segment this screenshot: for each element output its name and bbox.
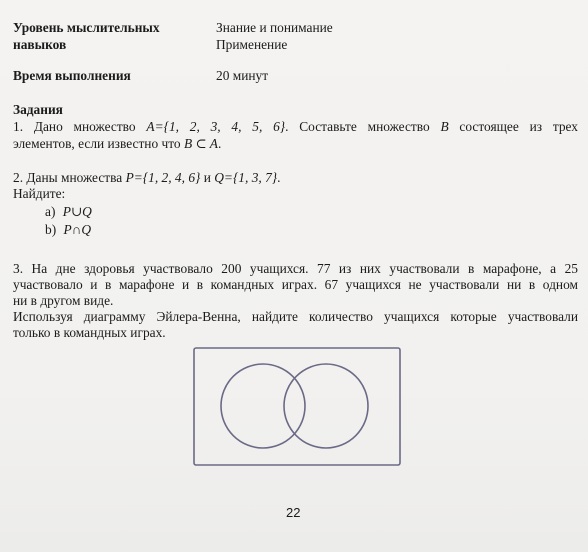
time-label: Время выполнения — [13, 68, 131, 83]
task2-line1 — [13, 170, 281, 186]
set-a: A={1, 2, 3, 4, 5, 6} — [146, 119, 286, 134]
task1-suffix: состоящее из трех — [448, 119, 579, 134]
union-expression: P∪Q — [62, 204, 92, 219]
item-b-label: b) — [45, 222, 57, 237]
task3-line3: ни в другом виде. — [13, 293, 114, 308]
task2-prefix: 2. Даны множества — [13, 170, 126, 185]
intersection-expression: P∩Q — [63, 222, 92, 237]
right-set-circle — [284, 364, 368, 448]
venn-diagram — [193, 347, 401, 467]
task1-middle: . Составьте множество — [285, 119, 441, 134]
page-number: 22 — [286, 505, 301, 520]
task3-line2: участвовало и в марафоне и в командных играх. 67 учащихся не участвовали ни в одном — [13, 277, 578, 292]
set-q: Q={1, 3, 7} — [214, 170, 278, 185]
item-a — [45, 204, 92, 220]
task1-line1 — [13, 119, 578, 135]
task2-suffix: . — [277, 170, 281, 185]
skill-level-label-line2: навыков — [13, 37, 67, 52]
task1-line2 — [13, 136, 221, 152]
skill-level-value-line1: Знание и понимание — [216, 20, 333, 35]
find-label: Найдите: — [13, 186, 66, 201]
set-p: P={1, 2, 4, 6} — [125, 170, 201, 185]
task1-prefix: 1. Дано множество — [13, 119, 147, 134]
task1-line2-prefix: элементов, если известно что — [13, 136, 184, 151]
task3-line5: только в командных играх. — [13, 325, 166, 340]
left-set-circle — [221, 364, 305, 448]
skill-level-value-line2: Применение — [216, 37, 288, 52]
task2-conj: и — [200, 170, 215, 185]
task3-line4: Используя диаграмму Эйлера-Венна, найдите количество учащихся которые участвовали — [13, 309, 578, 324]
task1-line2-suffix: . — [218, 136, 222, 151]
item-a-label: a) — [45, 204, 56, 219]
subset-relation: B ⊂ A — [183, 136, 218, 151]
tasks-heading: Задания — [13, 102, 63, 117]
universal-set-rectangle — [194, 348, 400, 465]
item-b — [45, 222, 91, 238]
task3-line1: 3. На дне здоровья участвовало 200 учащихся. 77 из них участвовали в марафоне, а 25 — [13, 261, 578, 276]
var-b: B — [440, 119, 449, 134]
skill-level-label-line1: Уровень мыслительных — [13, 20, 160, 35]
time-value: 20 минут — [216, 68, 269, 83]
